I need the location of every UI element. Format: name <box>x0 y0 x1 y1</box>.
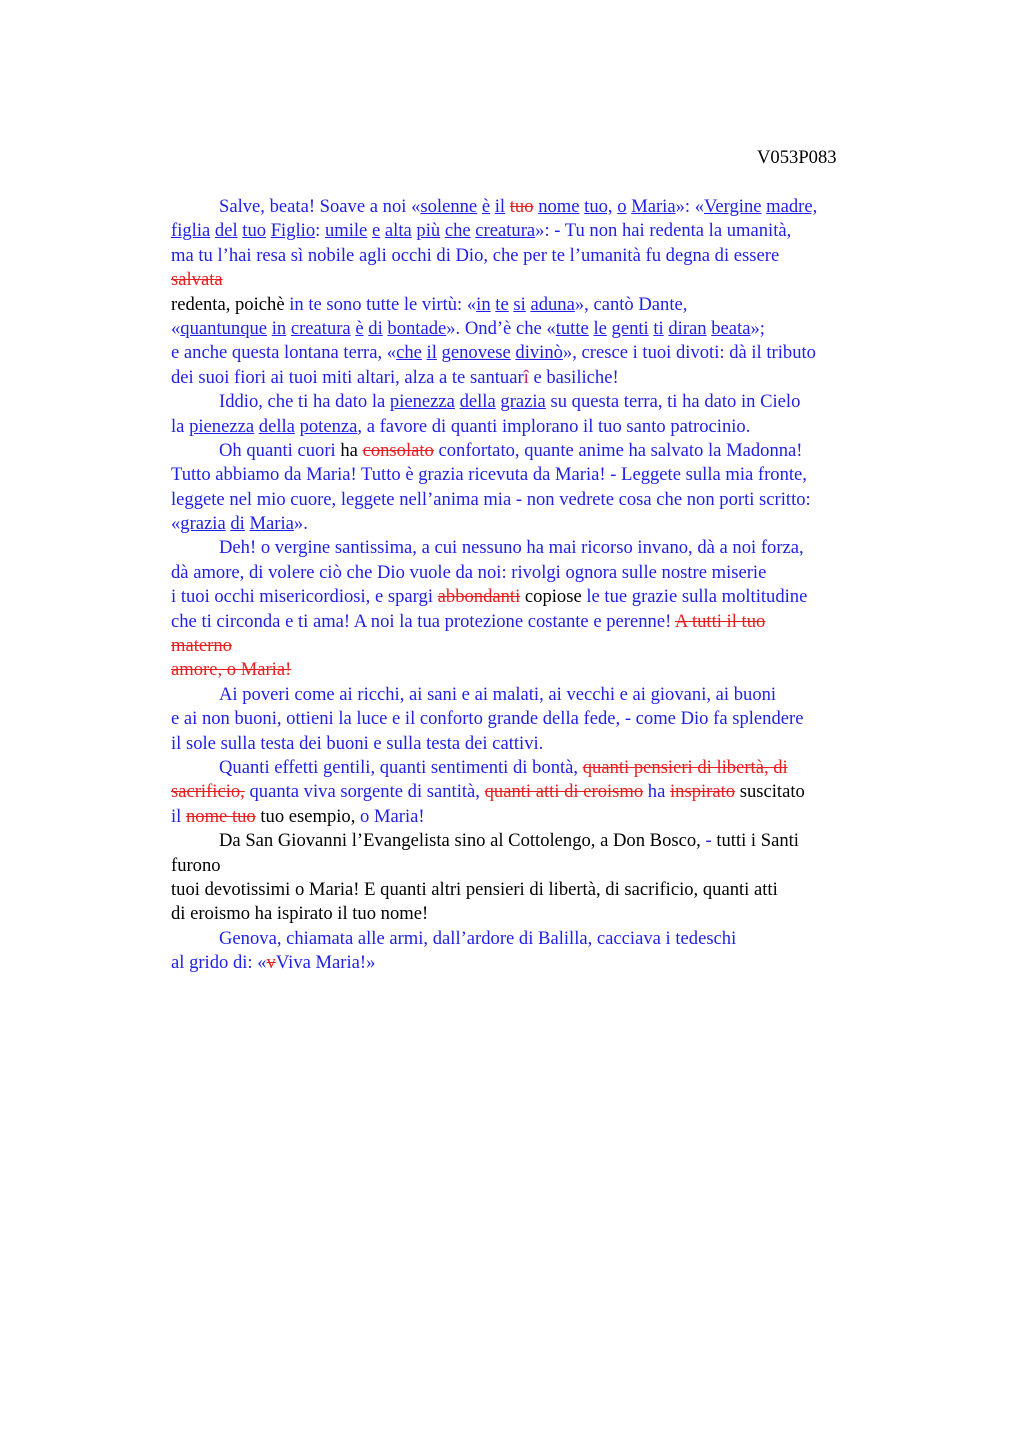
text-line <box>171 415 891 439</box>
text-line <box>171 683 891 707</box>
text-line <box>171 878 891 902</box>
deleted-text: salvata <box>171 269 223 291</box>
text-line <box>171 536 891 560</box>
text-segment: di eroismo ha ispirato il tuo nome! <box>171 903 429 925</box>
underlined-text: grazia <box>180 513 226 535</box>
underlined-text: della <box>258 415 295 437</box>
document-body <box>171 195 891 976</box>
underlined-text: umile <box>324 220 368 242</box>
underlined-text: ti <box>653 317 664 339</box>
underlined-text: Maria <box>249 513 294 535</box>
deleted-text: abbondanti <box>437 586 521 608</box>
page-identifier: V053P083 <box>757 147 837 168</box>
deleted-text: v <box>266 952 276 974</box>
text-segment: furono <box>171 854 221 876</box>
text-line <box>171 390 891 414</box>
underlined-text: che <box>444 220 471 242</box>
text-line <box>171 902 891 926</box>
text-line <box>171 780 891 804</box>
text-segment: al grido di: « <box>171 952 267 974</box>
text-segment: Tutto abbiamo da Maria! Tutto è grazia ricevuta da Maria! - Leggete sulla mia fronte, <box>171 464 807 486</box>
underlined-text: più <box>416 220 441 242</box>
deleted-text: nome tuo <box>185 805 256 827</box>
text-line <box>171 463 891 487</box>
text-line <box>171 854 891 878</box>
text-segment: redenta, poichè <box>171 293 290 315</box>
underlined-text: creatura <box>290 317 351 339</box>
text-line <box>171 732 891 756</box>
underlined-text: divinò <box>515 342 563 364</box>
text-segment: il <box>171 805 186 827</box>
underlined-text: nome <box>538 196 580 217</box>
underlined-text: in <box>271 317 287 339</box>
text-segment: »; <box>750 317 765 339</box>
text-segment: copiose <box>520 586 582 608</box>
text-segment: ha <box>643 781 671 803</box>
text-segment: ». Ond’è che « <box>446 317 556 339</box>
text-segment: le tue grazie sulla moltitudine <box>581 586 808 608</box>
text-segment: Iddio, che ti ha dato la <box>219 391 390 413</box>
text-segment: Quanti effetti gentili, quanti sentimenti di bontà, <box>219 756 583 778</box>
underlined-text: o <box>617 196 627 217</box>
underlined-text: creatura <box>475 220 536 242</box>
underlined-text: si <box>513 293 526 315</box>
text-line <box>171 805 891 829</box>
deleted-text: quanti pensieri di libertà, di <box>582 756 788 778</box>
underlined-text: in <box>476 293 491 315</box>
underlined-text: del <box>214 220 238 242</box>
text-segment: « <box>171 317 181 339</box>
underlined-text: te <box>495 293 509 315</box>
text-line <box>171 512 891 536</box>
text-line <box>171 829 891 853</box>
text-segment: e basiliche! <box>528 366 619 388</box>
text-line <box>171 317 891 341</box>
underlined-text: di <box>230 513 245 535</box>
deleted-text: amore, o Maria! <box>171 659 292 681</box>
text-segment: », cresce i tuoi divoti: dà il tributo <box>562 342 816 364</box>
text-segment: suscitato <box>735 781 805 803</box>
text-segment: tuoi devotissimi o Maria! E quanti altri pensieri di libertà, di sacrificio, quanti atti <box>171 878 778 900</box>
text-segment: in te sono tutte le virtù: « <box>289 293 477 315</box>
text-line <box>171 439 891 463</box>
underlined-text: le <box>593 317 607 339</box>
text-segment: ». <box>293 513 308 535</box>
text-line <box>171 244 891 268</box>
text-segment: dà amore, di volere ciò che Dio vuole da noi: rivolgi ognora sulle nostre miserie <box>171 561 767 583</box>
text-segment: quanta viva sorgente di santità, <box>244 781 485 803</box>
text-line <box>171 927 891 951</box>
deleted-text: tuo <box>509 196 534 217</box>
text-segment: Genova, chiamata alle armi, dall’ardore di Balilla, cacciava i tedeschi <box>219 927 737 949</box>
text-segment: su questa terra, ti ha dato in Cielo <box>545 391 801 413</box>
underlined-text: di <box>368 317 383 339</box>
text-segment: - <box>705 830 712 852</box>
underlined-text: Maria <box>631 196 676 217</box>
text-segment: il sole sulla testa dei buoni e sulla testa dei cattivi. <box>171 732 544 754</box>
deleted-text: sacrificio, <box>171 781 245 803</box>
text-line <box>171 341 891 365</box>
text-segment: e ai non buoni, ottieni la luce e il conforto grande della fede, - come Dio fa splendere <box>171 708 804 730</box>
deleted-text: A tutti il tuo <box>674 610 766 632</box>
underlined-text: quantunque <box>180 317 268 339</box>
text-segment: che ti circonda e ti ama! A noi la tua protezione costante e perenne! <box>171 610 675 632</box>
text-line <box>171 951 891 975</box>
text-line <box>171 268 891 292</box>
underlined-text: genovese <box>441 342 511 364</box>
text-segment: Salve, beata! Soave a noi « <box>219 196 421 217</box>
underlined-text: grazia <box>500 391 546 413</box>
text-line <box>171 195 891 219</box>
text-segment: Oh quanti cuori <box>219 439 341 461</box>
text-segment: , a favore di quanti implorano il tuo santo patrocinio. <box>357 415 751 437</box>
text-segment: leggete nel mio cuore, leggete nell’anima mia - non vedrete cosa che non porti scritto: <box>171 488 811 510</box>
text-line <box>171 488 891 512</box>
underlined-text: solenne <box>420 196 478 217</box>
text-segment: Deh! o vergine santissima, a cui nessuno ha mai ricorso invano, dà a noi forza, <box>219 537 804 559</box>
text-line <box>171 610 891 634</box>
underlined-text: madre, <box>766 196 818 217</box>
text-segment: : <box>315 220 325 242</box>
underlined-text: potenza <box>299 415 358 437</box>
text-line <box>171 366 891 390</box>
underlined-text: tuo <box>242 220 267 242</box>
underlined-text: diran <box>668 317 707 339</box>
text-line <box>171 634 891 658</box>
text-line <box>171 756 891 780</box>
text-line <box>171 658 891 682</box>
text-segment: »: - Tu non hai redenta la umanità, <box>535 220 792 242</box>
underlined-text: che <box>396 342 422 364</box>
underlined-text: della <box>459 391 496 413</box>
text-segment: Viva Maria!» <box>275 952 376 974</box>
deleted-text: materno <box>171 635 232 657</box>
deleted-text: quanti atti di eroismo <box>484 781 644 803</box>
underlined-text: il <box>494 196 506 217</box>
text-segment: confortato, quante anime ha salvato la Madonna! <box>433 439 803 461</box>
text-line <box>171 219 891 243</box>
text-segment: o Maria! <box>355 805 425 827</box>
text-segment: ha <box>340 439 358 461</box>
text-segment: »: « <box>675 196 705 217</box>
text-segment: dei suoi fiori ai tuoi miti altari, alza a te santuar <box>171 366 524 388</box>
underlined-text: genti <box>611 317 649 339</box>
underlined-text: beata <box>711 317 751 339</box>
text-line <box>171 561 891 585</box>
underlined-text: alta <box>384 220 412 242</box>
underlined-text: è <box>355 317 364 339</box>
text-segment: tutti i Santi <box>711 830 799 852</box>
text-segment: », cantò Dante, <box>574 293 688 315</box>
underlined-text: Vergine <box>704 196 762 217</box>
text-line <box>171 293 891 317</box>
underlined-text: Figlio <box>270 220 316 242</box>
text-segment: ma tu l’hai resa sì nobile agli occhi di Dio, che per te l’umanità fu degna di essere <box>171 244 780 266</box>
text-segment: e anche questa lontana terra, « <box>171 342 397 364</box>
underlined-text: tuo, <box>584 196 613 217</box>
text-segment: î <box>523 366 529 388</box>
text-line <box>171 707 891 731</box>
underlined-text: pienezza <box>389 391 455 413</box>
underlined-text: è <box>481 196 491 217</box>
text-segment: Da San Giovanni l’Evangelista sino al Cottolengo, a Don Bosco, <box>219 830 706 852</box>
underlined-text: aduna <box>530 293 575 315</box>
deleted-text: consolato <box>362 439 434 461</box>
text-segment: « <box>171 513 181 535</box>
text-segment: tuo esempio, <box>255 805 356 827</box>
underlined-text: pienezza <box>189 415 255 437</box>
underlined-text: figlia <box>171 220 211 242</box>
underlined-text: tutte <box>555 317 589 339</box>
text-segment: la <box>171 415 190 437</box>
deleted-text: inspirato <box>670 781 736 803</box>
underlined-text: bontade <box>387 317 447 339</box>
underlined-text: il <box>426 342 437 364</box>
underlined-text: e <box>371 220 381 242</box>
text-line <box>171 585 891 609</box>
text-segment: i tuoi occhi misericordiosi, e spargi <box>171 586 438 608</box>
text-segment: Ai poveri come ai ricchi, ai sani e ai malati, ai vecchi e ai giovani, ai buoni <box>219 683 777 705</box>
